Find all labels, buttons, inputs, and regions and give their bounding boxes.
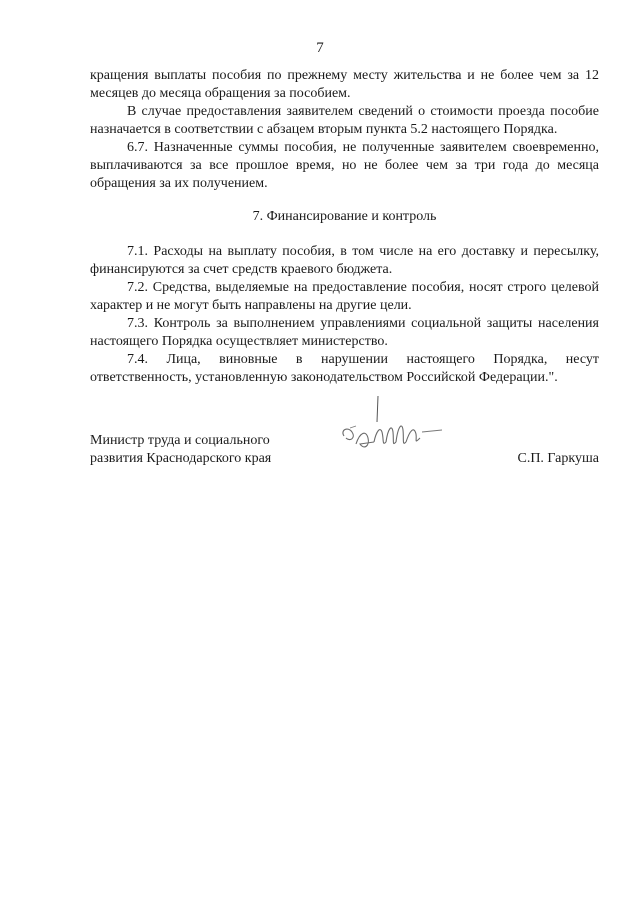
paragraph-7-1: 7.1. Расходы на выплату пособия, в том числе на его доставку и пересылку, финансируются за счет средств краевого бюджета. bbox=[90, 244, 599, 277]
handwritten-signature bbox=[330, 392, 460, 472]
paragraph-continuation: кращения выплаты пособия по прежнему месту жительства и не более чем за 12 месяцев до месяца обращения за пособием. bbox=[90, 68, 599, 101]
section-heading: 7. Финансирование и контроль bbox=[252, 209, 437, 224]
paragraph-travel-cost: В случае предоставления заявителем сведений о стоимости проезда пособие назначается в соответствии с абзацем вторым пункта 5.2 настоящего Порядка. bbox=[90, 104, 599, 137]
paragraph-6-7: 6.7. Назначенные суммы пособия, не полученные заявителем своевременно, выплачиваются за все прошлое время, но не более чем за три года до месяца обращения за их получением. bbox=[90, 140, 599, 191]
signatory-title bbox=[90, 432, 271, 468]
signatory-title-line2: развития Краснодарского края bbox=[90, 451, 272, 466]
signature-block bbox=[90, 430, 599, 480]
paragraph-7-4: 7.4. Лица, виновные в нарушении настоящего Порядка, несут ответственность, установленную законодательством Российской Федерации.". bbox=[90, 352, 599, 385]
signatory-title-line1: Министр труда и социального bbox=[90, 433, 270, 448]
paragraph-7-3: 7.3. Контроль за выполнением управлениями социальной защиты населения настоящего Порядка осуществляет министерство. bbox=[90, 316, 599, 349]
document-body bbox=[90, 67, 599, 387]
page-number: 7 bbox=[316, 40, 324, 56]
paragraph-7-2: 7.2. Средства, выделяемые на предоставление пособия, носят строго целевой характер и не могут быть направлены на другие цели. bbox=[90, 280, 599, 313]
signatory-name: С.П. Гаркуша bbox=[517, 451, 599, 466]
